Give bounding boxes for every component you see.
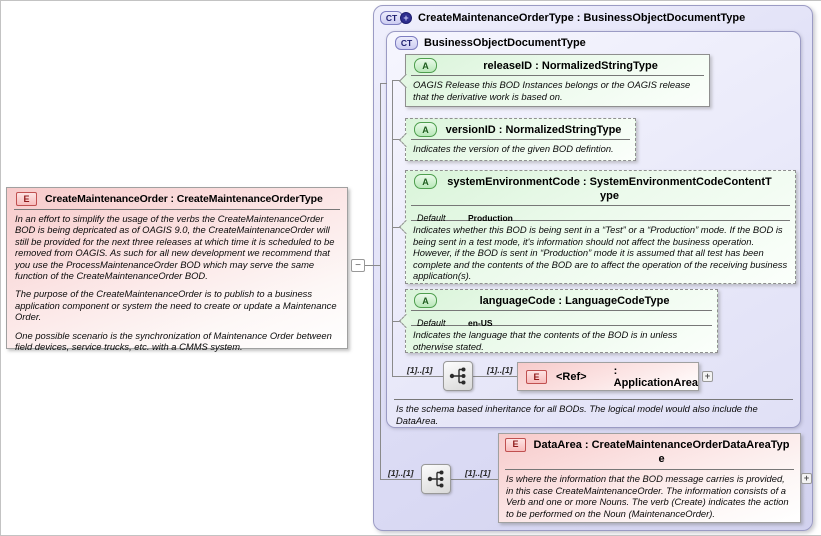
ref-element-name: <Ref> [556, 370, 587, 383]
derived-plus-icon: + [400, 12, 412, 24]
attribute-default-row [411, 206, 790, 221]
attribute-annotation: Indicates the version of the given BOD defintion. [413, 143, 614, 154]
dataarea-title: DataArea : CreateMaintenanceOrderDataAreaType [533, 439, 790, 465]
type-box-header[interactable] [380, 11, 745, 25]
cardinality-label: [1]..[1] [388, 468, 414, 478]
element-annotation [7, 210, 347, 362]
complextype-icon: CT [395, 36, 418, 50]
attribute-box-systemenvironmentcode[interactable] [405, 170, 796, 284]
attribute-annotation: Indicates the language that the contents of the BOD is in unless otherwise stated. [413, 329, 678, 352]
element-title: CreateMaintenanceOrder : CreateMaintenanceOrderType [45, 192, 323, 205]
default-value: Production [467, 213, 513, 223]
attribute-icon: A [414, 122, 437, 137]
base-type-annotation: Is the schema based inheritance for all BODs. The logical model would also include the DataArea. [396, 403, 758, 426]
connector-spine-outer [380, 83, 381, 479]
collapse-button[interactable]: − [351, 259, 365, 272]
type-box-title: CreateMaintenanceOrderType : BusinessObjectDocumentType [418, 12, 746, 24]
attribute-box-releaseid[interactable] [405, 54, 710, 107]
base-type-title: BusinessObjectDocumentType [424, 37, 586, 49]
attribute-title-row [411, 290, 712, 311]
attribute-title-row [411, 55, 704, 76]
attribute-title: releaseID : NormalizedStringType [483, 60, 658, 72]
element-box-applicationarea-ref[interactable] [517, 362, 699, 391]
cardinality-label: [1]..[1] [487, 365, 513, 375]
sequence-compositor-icon [421, 464, 451, 494]
attribute-title-row [411, 171, 790, 206]
attribute-icon: A [414, 58, 437, 73]
base-annotation-separator [394, 399, 793, 400]
sequence-glyph [424, 467, 448, 491]
attribute-title: languageCode : LanguageCodeType [479, 295, 670, 307]
cardinality-label: [1]..[1] [407, 365, 433, 375]
attribute-title-row [411, 119, 630, 140]
element-icon: E [16, 192, 37, 206]
attribute-default-row [411, 311, 712, 326]
annotation-paragraph: The purpose of the CreateMaintenanceOrder is to publish to a business application component or system the need to create or update a Maintenance Order. [15, 288, 337, 323]
complextype-icon: CT [380, 11, 403, 25]
annotation-paragraph: One possible scenario is the synchronization of Maintenance Order between field devices, service trucks, etc. with a CMMS system. [15, 329, 332, 353]
default-label: Default [417, 213, 446, 223]
connector-element-to-type [365, 265, 380, 266]
element-box-dataarea[interactable] [498, 433, 801, 523]
expand-button-dataarea[interactable]: + [801, 473, 812, 484]
attribute-icon: A [414, 293, 437, 308]
annotation-paragraph: In an effort to simplify the usage of the verbs the CreateMaintenanceOrder BOD is being depricated as of OAGIS 9.0, the CreateMaintenanceOrder will still be provided for the next three releases at which time it is scheduled to be removed from OAGIS. As such for all new development we recommend that you use the ProcessMaintenanceOrder BOD which may serve the same function of the CreateMaintenanceOrder BOD. [15, 213, 335, 282]
attribute-title: systemEnvironmentCode : SystemEnvironmentCodeContentType [447, 176, 772, 202]
attribute-icon: A [414, 174, 437, 189]
connector-spine-inner [392, 80, 393, 376]
dataarea-annotation: Is where the information that the BOD message carries is provided, in this case CreateMaintenanceOrder. The information consists of a Verb and one or more Nouns. The verb (Create) indicates the action to be performed on the Noun (MaintenanceOrder). [506, 473, 789, 519]
default-label: Default [417, 318, 446, 328]
default-value: en-US [467, 318, 493, 328]
connector-stub-basebox [380, 83, 387, 84]
attribute-annotation: OAGIS Release this BOD Instances belongs or the OAGIS release that the derivative work is based on. [413, 79, 691, 102]
attribute-box-languagecode[interactable] [405, 289, 718, 353]
attribute-annotation: Indicates whether this BOD is being sent in a “Test” or a “Production” mode. If the BOD is being sent in a test mode, it's information should not affect the business operation. However, if the BOD is sent in “Production” mode it is assumed that all test has been complete and the contents of the BOD are to affect the operation of the receiving business application(s). [413, 224, 788, 281]
element-icon: E [526, 370, 547, 384]
element-box-createmaintenanceorder[interactable] [6, 187, 348, 353]
element-icon: E [505, 438, 526, 452]
dataarea-title-row [505, 434, 794, 470]
attribute-title: versionID : NormalizedStringType [445, 124, 622, 136]
expand-button-applicationarea[interactable]: + [702, 371, 713, 382]
cardinality-label: [1]..[1] [465, 468, 491, 478]
element-title-row [14, 188, 340, 210]
sequence-compositor-icon [443, 361, 473, 391]
sequence-glyph [446, 364, 470, 388]
base-type-header[interactable] [395, 36, 586, 50]
attribute-box-versionid[interactable] [405, 118, 636, 161]
ref-element-type: : ApplicationArea [613, 364, 698, 389]
